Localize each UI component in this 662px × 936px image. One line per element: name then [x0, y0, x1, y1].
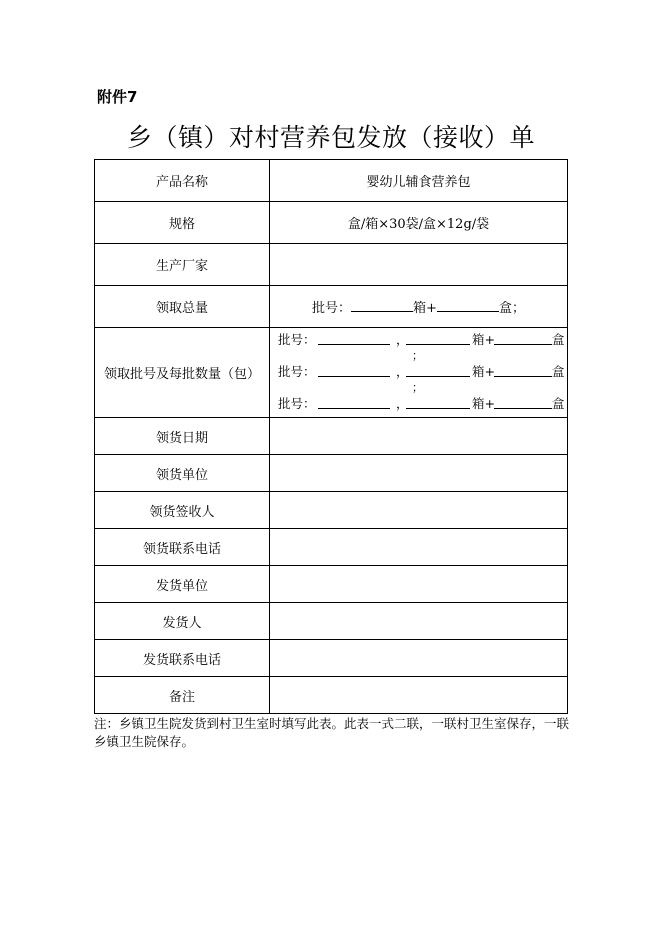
row-ship-phone [95, 640, 568, 677]
row-shipper [95, 603, 568, 640]
row-receive-unit [95, 455, 568, 492]
batch-line [270, 328, 567, 360]
row-manufacturer [95, 244, 568, 286]
batches-field[interactable] [270, 328, 568, 418]
product-name-value[interactable]: 婴幼儿辅食营养包 [270, 160, 568, 202]
total-label: 领取总量 [95, 286, 270, 328]
footnote: 注：乡镇卫生院发货到村卫生室时填写此表。此表一式二联，一联村卫生室保存，一联乡镇卫生院保存。 [94, 716, 570, 749]
receiver-field[interactable] [270, 492, 568, 529]
batch-comma: ， [396, 332, 409, 347]
ship-unit-label: 发货单位 [95, 566, 270, 603]
total-carton-blank[interactable] [437, 299, 499, 312]
batch-carton-blank[interactable] [494, 376, 552, 377]
batch-prefix: 批号： [278, 396, 316, 411]
row-ship-unit [95, 566, 568, 603]
manufacturer-field[interactable] [270, 244, 568, 286]
batch-carton-unit: 盒 [552, 364, 565, 379]
remarks-label: 备注 [95, 677, 270, 714]
batch-box-unit: 箱+ [472, 332, 495, 347]
batch-semicolon: ； [412, 381, 423, 394]
row-receive-date [95, 418, 568, 455]
attachment-label: 附件7 [97, 88, 138, 106]
total-line [312, 297, 525, 316]
spec-label: 规格 [95, 202, 270, 244]
distribution-form-table [94, 159, 568, 714]
spec-value[interactable]: 盒/箱×30袋/盒×12g/袋 [270, 202, 568, 244]
total-batch-blank[interactable] [351, 299, 413, 312]
receive-unit-label: 领货单位 [95, 455, 270, 492]
batch-carton-unit: 盒 [552, 396, 565, 411]
total-field[interactable] [270, 286, 568, 328]
shipper-field[interactable] [270, 603, 568, 640]
shipper-label: 发货人 [95, 603, 270, 640]
batch-line [270, 360, 567, 392]
total-batch-prefix: 批号： [312, 301, 352, 316]
ship-phone-field[interactable] [270, 640, 568, 677]
receive-phone-label: 领货联系电话 [95, 529, 270, 566]
batch-number-blank[interactable] [318, 344, 390, 345]
row-receiver [95, 492, 568, 529]
batch-prefix: 批号： [278, 332, 316, 347]
batch-comma: ， [396, 364, 409, 379]
batch-semicolon: ； [412, 349, 423, 362]
batch-number-blank[interactable] [318, 408, 390, 409]
batch-line [270, 392, 567, 416]
row-product-name [95, 160, 568, 202]
batch-number-blank[interactable] [318, 376, 390, 377]
row-remarks [95, 677, 568, 714]
product-name-label: 产品名称 [95, 160, 270, 202]
ship-unit-field[interactable] [270, 566, 568, 603]
batch-box-unit: 箱+ [472, 396, 495, 411]
batch-carton-blank[interactable] [494, 408, 552, 409]
row-receive-phone [95, 529, 568, 566]
batch-box-blank[interactable] [406, 344, 470, 345]
total-carton-unit: 盒； [498, 301, 525, 316]
receive-date-field[interactable] [270, 418, 568, 455]
receiver-label: 领货签收人 [95, 492, 270, 529]
row-total [95, 286, 568, 328]
batch-box-blank[interactable] [406, 376, 470, 377]
batch-box-blank[interactable] [406, 408, 470, 409]
batches-label: 领取批号及每批数量（包） [95, 328, 270, 418]
remarks-field[interactable] [270, 677, 568, 714]
receive-phone-field[interactable] [270, 529, 568, 566]
batch-box-unit: 箱+ [472, 364, 495, 379]
form-title: 乡（镇）对村营养包发放（接收）单 [126, 123, 535, 152]
receive-unit-field[interactable] [270, 455, 568, 492]
batch-carton-unit: 盒 [552, 332, 565, 347]
row-spec [95, 202, 568, 244]
batch-prefix: 批号： [278, 364, 316, 379]
manufacturer-label: 生产厂家 [95, 244, 270, 286]
batch-carton-blank[interactable] [494, 344, 552, 345]
row-batches [95, 328, 568, 418]
receive-date-label: 领货日期 [95, 418, 270, 455]
total-box-unit: 箱+ [413, 301, 437, 316]
ship-phone-label: 发货联系电话 [95, 640, 270, 677]
batch-comma: ， [396, 396, 409, 411]
